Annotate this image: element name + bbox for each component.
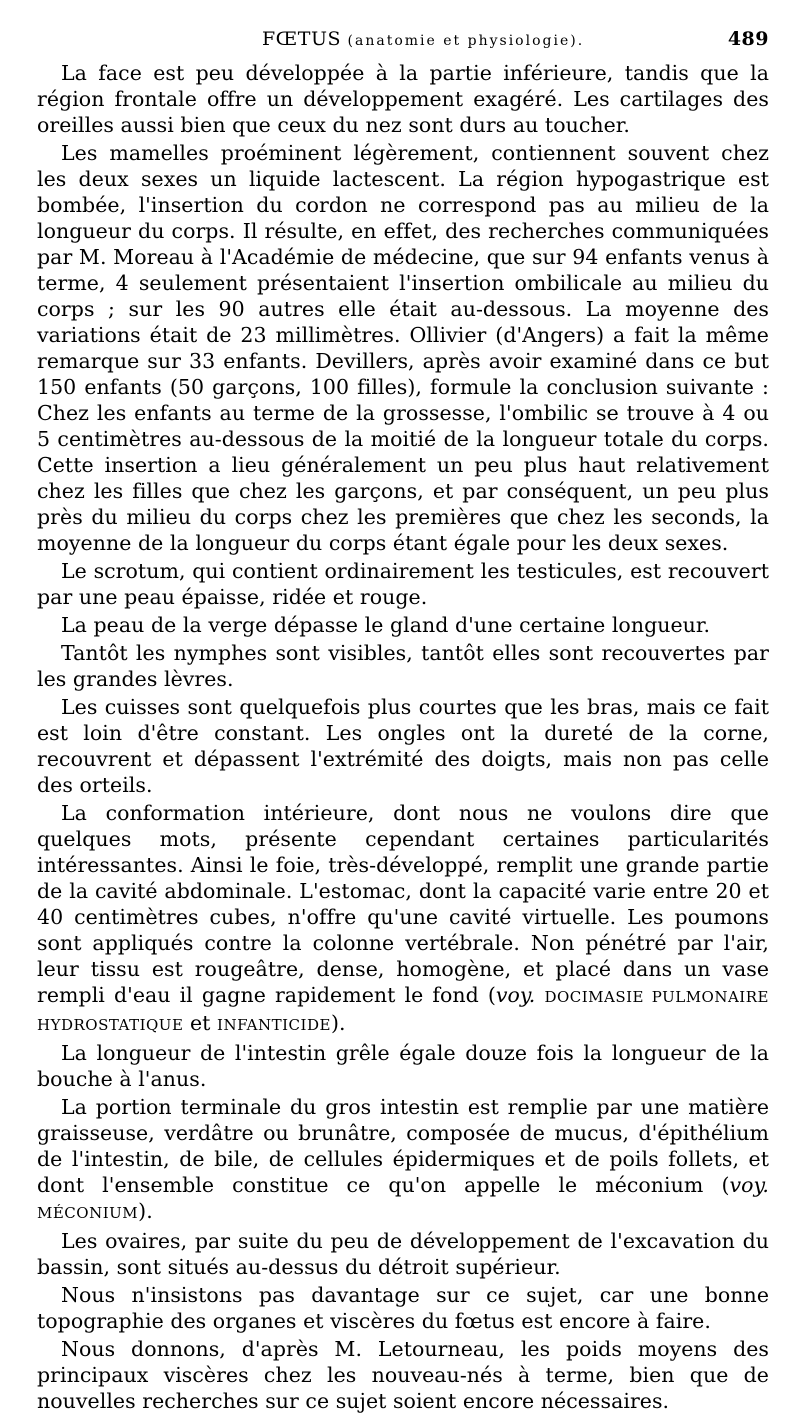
title-main: FŒTUS xyxy=(262,28,341,50)
paragraph-poids: Nous donnons, d'après M. Letourneau, les poids moyens des principaux viscères chez les nouveau-nés à terme, bien que de nouvelles recherches sur ce sujet soient encore nécessaires. xyxy=(37,1337,769,1413)
voy-abbrev: voy. xyxy=(495,983,536,1007)
paragraph-ovaires: Les ovaires, par suite du peu de développement de l'excavation du bassin, sont situés au-dessus du détroit supérieur. xyxy=(37,1229,769,1279)
paragraph-scrotum: Le scrotum, qui contient ordinairement les testicules, est recouvert par une peau épaisse, ridée et rouge. xyxy=(37,559,769,609)
ref-close: ). xyxy=(330,1011,346,1035)
paragraph-mamelles: Les mamelles proéminent légèrement, contiennent souvent chez les deux sexes un liquide lactescent. La région hypogastrique est bombée, l'insertion du cordon ne correspond pas au milieu de la longueur du corps. Il résulte, en effet, des recherches communiquées par M. Moreau à l'Académie de médecine, que sur 94 enfants venus à terme, 4 seulement présentaient l'insertion ombilicale au milieu du corps ; sur les 90 autres elle était au-dessous. La moyenne des variations était de 23 millimètres. Ollivier (d'Angers) a fait la même remarque sur 33 enfants. Devillers, après avoir examiné dans ce but 150 enfants (50 garçons, 100 filles), formule la conclusion suivante : Chez les enfants au terme de la grossesse, l'ombilic se trouve à 4 ou 5 centimètres au-dessous de la moitié de la longueur totale du corps. Cette insertion a lieu généralement un peu plus haut relativement chez les filles que chez les garçons, et par conséquent, un peu plus près du milieu du corps chez les premières que chez les seconds, la moyenne de la longueur du corps étant égale pour les deux sexes. xyxy=(37,141,769,555)
title-subtitle: (anatomie et physiologie). xyxy=(347,33,585,49)
running-header xyxy=(37,28,769,60)
ref-meconium: MÉCONIUM xyxy=(37,1204,139,1222)
ref-conjunction: et xyxy=(183,1011,218,1035)
running-title xyxy=(262,28,584,50)
meconium-text: La portion terminale du gros intestin est remplie par une matière graisseuse, verdâtre ou brunâtre, composée de mucus, d'épithélium de l'intestin, de bile, de cellules épidermiques et de poils follets, et dont l'ensemble constitue ce qu'on appelle le méconium ( xyxy=(37,1095,769,1197)
conformation-text: La conformation intérieure, dont nous ne voulons dire que quelques mots, présente cependant certaines particularités intéressantes. Ainsi le foie, très-développé, remplit une grande partie de la cavité abdominale. L'estomac, dont la capacité varie entre 20 et 40 centimètres cubes, n'offre qu'une cavité virtuelle. Les poumons sont appliqués contre la colonne vertébrale. Non pénétré par l'air, leur tissu est rougeâtre, dense, homogène, et placé dans un vase rempli d'eau il gagne rapidement le fond ( xyxy=(37,801,769,1007)
paragraph-meconium xyxy=(37,1094,769,1226)
page-number: 489 xyxy=(727,28,769,50)
paragraph-face: La face est peu développée à la partie inférieure, tandis que la région frontale offre un développement exagéré. Les cartilages des oreilles aussi bien que ceux du nez sont durs au toucher. xyxy=(37,61,769,137)
page xyxy=(37,28,769,1414)
ref-docimasie: DOCIMASIE PULMONAIRE HYDROSTATIQUE xyxy=(37,988,769,1034)
paragraph-nymphes: Tantôt les nymphes sont visibles, tantôt elles sont recouvertes par les grandes lèvres. xyxy=(37,641,769,691)
paragraph-conformation xyxy=(37,800,769,1038)
paragraph-verge: La peau de la verge dépasse le gland d'une certaine longueur. xyxy=(61,613,711,637)
voy-abbrev: voy. xyxy=(729,1173,769,1197)
ref-infanticide: INFANTICIDE xyxy=(217,1016,331,1034)
paragraph-cuisses: Les cuisses sont quelquefois plus courtes que les bras, mais ce fait est loin d'être constant. Les ongles ont la dureté de la corne, recouvrent et dépassent l'extrémité des doigts, mais non pas celle des orteils. xyxy=(37,695,769,797)
ref-close: ). xyxy=(138,1199,153,1223)
paragraph-topographie: Nous n'insistons pas davantage sur ce sujet, car une bonne topographie des organes et viscères du fœtus est encore à faire. xyxy=(37,1283,769,1333)
paragraph-intestin: La longueur de l'intestin grêle égale douze fois la longueur de la bouche à l'anus. xyxy=(37,1041,769,1091)
